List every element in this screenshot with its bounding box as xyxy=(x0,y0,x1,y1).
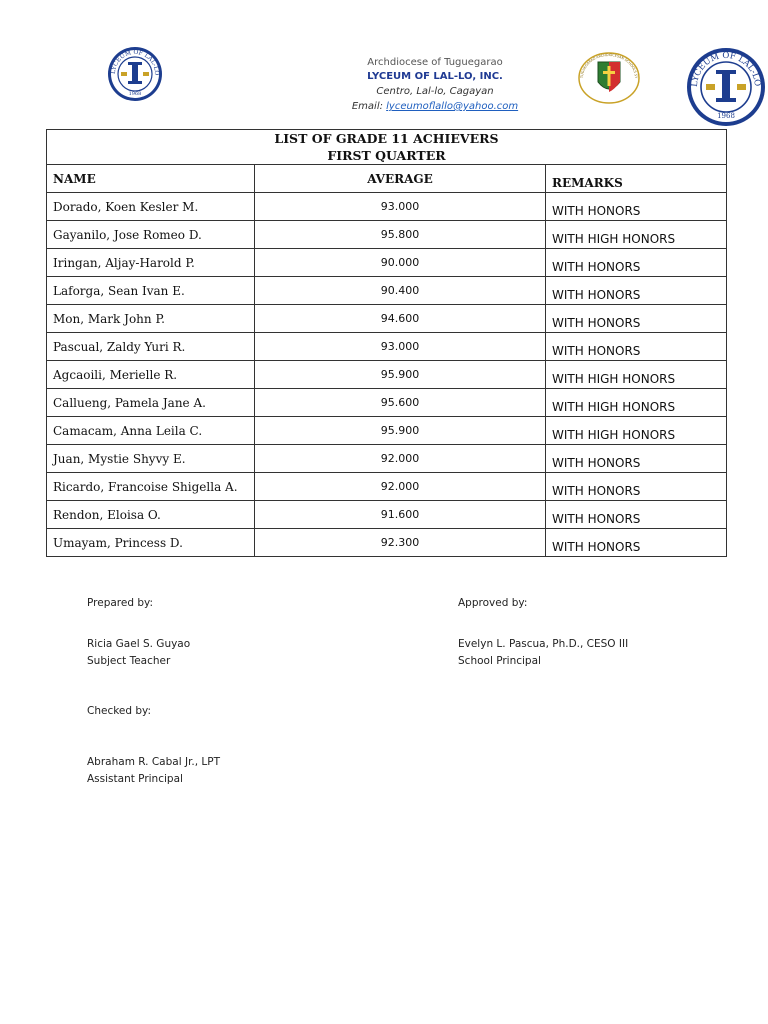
table-row xyxy=(47,445,727,473)
student-name-cell: Juan, Mystie Shyvy E. xyxy=(47,445,255,473)
student-name-cell: Ricardo, Francoise Shigella A. xyxy=(47,473,255,501)
average-cell: 92.300 xyxy=(255,529,546,557)
remarks-cell: WITH HIGH HONORS xyxy=(546,221,727,249)
student-name-cell: Rendon, Eloisa O. xyxy=(47,501,255,529)
archdiocese-name: Archdiocese of Tuguegarao xyxy=(367,57,503,68)
right-seal-text: LYCEUM OF LAL-LO xyxy=(689,50,763,88)
remarks-cell: WITH HONORS xyxy=(546,305,727,333)
school-address: Centro, Lal-lo, Cagayan xyxy=(376,86,494,97)
right-seal-year: 1968 xyxy=(717,112,735,120)
average-cell: 95.800 xyxy=(255,221,546,249)
remarks-cell: WITH HONORS xyxy=(546,473,727,501)
average-cell: 93.000 xyxy=(255,193,546,221)
checked-by-name: Abraham R. Cabal Jr., LPT xyxy=(87,756,221,768)
prepared-by-label: Prepared by: xyxy=(87,597,153,609)
column-header-average: AVERAGE xyxy=(255,165,546,193)
school-seal-right-logo xyxy=(686,47,766,127)
table-row xyxy=(47,277,727,305)
email-label: Email: xyxy=(351,101,387,112)
left-seal-text: LYCEUM OF LAL-LO xyxy=(109,48,161,76)
approved-by-name: Evelyn L. Pascua, Ph.D., CESO III xyxy=(458,638,629,650)
student-name-cell: Agcaoili, Merielle R. xyxy=(47,361,255,389)
average-cell: 95.600 xyxy=(255,389,546,417)
remarks-cell: WITH HONORS xyxy=(546,277,727,305)
prepared-by-name: Ricia Gael S. Guyao xyxy=(87,638,191,650)
average-cell: 95.900 xyxy=(255,417,546,445)
average-cell: 90.000 xyxy=(255,249,546,277)
table-row xyxy=(47,501,727,529)
school-seal-left-logo xyxy=(107,46,163,102)
table-row xyxy=(47,473,727,501)
school-header xyxy=(300,56,570,114)
table-title-line2: FIRST QUARTER xyxy=(327,148,446,163)
remarks-cell: WITH HIGH HONORS xyxy=(546,361,727,389)
remarks-cell: WITH HONORS xyxy=(546,249,727,277)
table-title-line1: LIST OF GRADE 11 ACHIEVERS xyxy=(274,131,499,146)
left-seal-year: 1968 xyxy=(128,91,142,97)
prepared-by-title: Subject Teacher xyxy=(87,655,171,667)
average-cell: 91.600 xyxy=(255,501,546,529)
archdiocesan-crest-logo xyxy=(578,52,640,104)
remarks-cell: WITH HONORS xyxy=(546,333,727,361)
remarks-cell: WITH HONORS xyxy=(546,501,727,529)
average-cell: 95.900 xyxy=(255,361,546,389)
student-name-cell: Camacam, Anna Leila C. xyxy=(47,417,255,445)
table-row xyxy=(47,249,727,277)
student-name-cell: Dorado, Koen Kesler M. xyxy=(47,193,255,221)
checked-by-title: Assistant Principal xyxy=(87,773,183,785)
column-header-name: NAME xyxy=(47,165,255,193)
column-header-remarks: REMARKS xyxy=(546,165,727,193)
average-cell: 92.000 xyxy=(255,473,546,501)
table-row xyxy=(47,529,727,557)
email-link[interactable]: lyceumoflallo@yahoo.com xyxy=(386,101,519,112)
table-title xyxy=(47,130,727,165)
checked-by-label: Checked by: xyxy=(87,705,152,717)
table-row xyxy=(47,361,727,389)
student-name-cell: Callueng, Pamela Jane A. xyxy=(47,389,255,417)
table-row xyxy=(47,333,727,361)
student-name-cell: Iringan, Aljay-Harold P. xyxy=(47,249,255,277)
average-cell: 92.000 xyxy=(255,445,546,473)
school-name: LYCEUM OF LAL-LO, INC. xyxy=(367,71,503,82)
average-cell: 90.400 xyxy=(255,277,546,305)
remarks-cell: WITH HONORS xyxy=(546,193,727,221)
table-row xyxy=(47,221,727,249)
approved-by-label: Approved by: xyxy=(458,597,528,609)
student-name-cell: Pascual, Zaldy Yuri R. xyxy=(47,333,255,361)
table-row xyxy=(47,417,727,445)
remarks-cell: WITH HONORS xyxy=(546,445,727,473)
crest-ring-text: TUGUEGARAO ARCHDIOCESAN SCHOOLS SY xyxy=(579,52,639,79)
table-row xyxy=(47,305,727,333)
remarks-cell: WITH HONORS xyxy=(546,529,727,557)
remarks-cell: WITH HIGH HONORS xyxy=(546,417,727,445)
achievers-table xyxy=(46,129,727,557)
student-name-cell: Mon, Mark John P. xyxy=(47,305,255,333)
student-name-cell: Laforga, Sean Ivan E. xyxy=(47,277,255,305)
average-cell: 94.600 xyxy=(255,305,546,333)
remarks-cell: WITH HIGH HONORS xyxy=(546,389,727,417)
average-cell: 93.000 xyxy=(255,333,546,361)
student-name-cell: Umayam, Princess D. xyxy=(47,529,255,557)
table-row xyxy=(47,389,727,417)
student-name-cell: Gayanilo, Jose Romeo D. xyxy=(47,221,255,249)
table-row xyxy=(47,193,727,221)
school-email-line xyxy=(300,99,570,114)
approved-by-title: School Principal xyxy=(458,655,541,667)
